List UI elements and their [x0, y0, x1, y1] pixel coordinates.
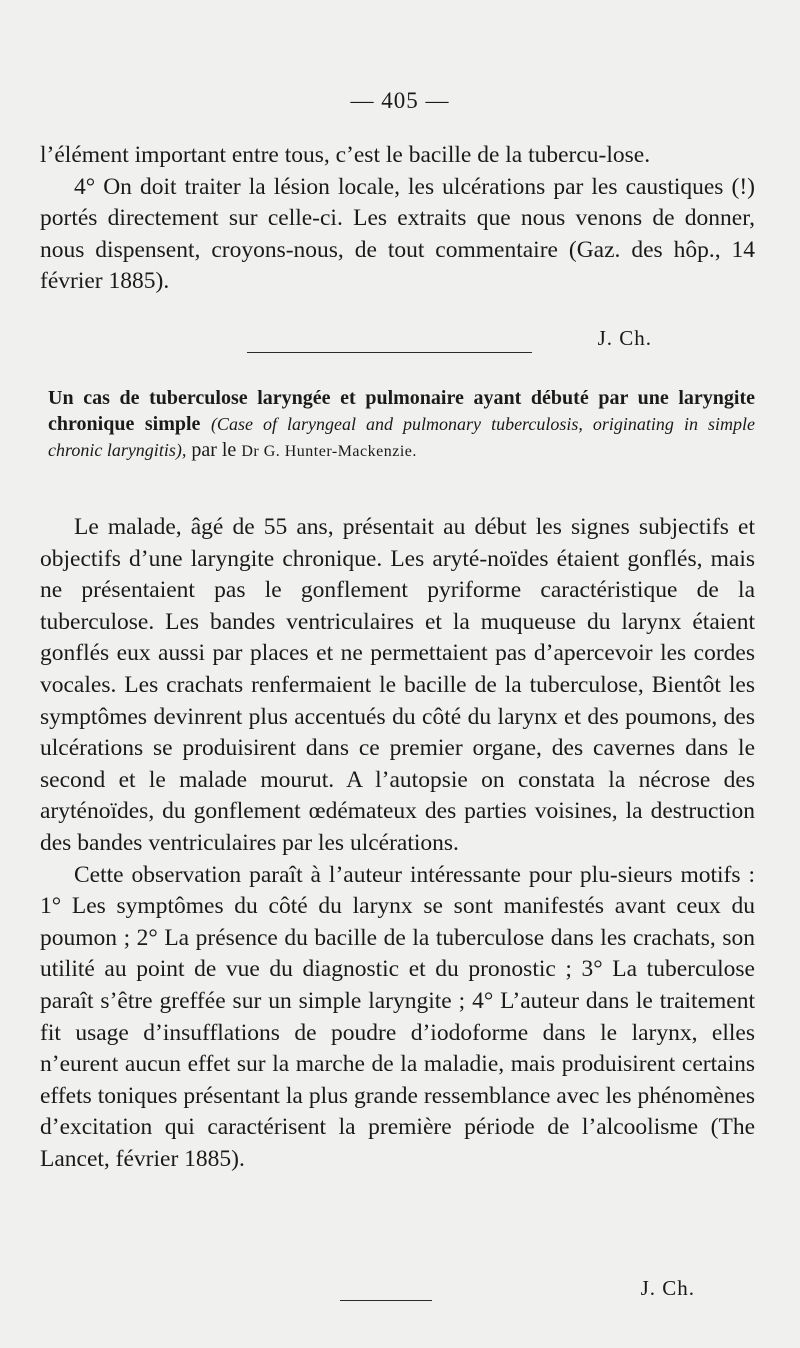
article-heading — [48, 385, 755, 465]
signature: J. Ch. — [640, 1276, 695, 1300]
article-english-title: (Case of laryngeal and pulmonary tuberculosis, originating in simple chronic laryngitis), — [48, 414, 755, 460]
continued-text-block — [40, 140, 755, 298]
section-divider — [247, 352, 532, 353]
paragraph: Cette observation paraît à l’auteur intéressante pour plu-sieurs motifs : 1° Les symptômes du côté du larynx se sont manifestés avant ceux du poumon ; 2° La présence du bacille de la tuberculose dans les crachats, son utilité au point de vue du diagnostic et du pronostic ; 3° La tuberculose paraît s’être greffée sur un simple laryngite ; 4° L’auteur dans le traitement fit usage d’insufflations de poudre d’iodoforme dans le larynx, elles n’eurent aucun effet sur la marche de la maladie, mais produisirent certains effets toniques présentant la plus grande ressemblance avec les phénomènes d’excitation qui caractérisent la première période de l’alcoolisme (The Lancet, février 1885). — [40, 861, 755, 1172]
article-title: Un cas de tuberculose laryngée et pulmonaire ayant débuté par une laryngite chronique simple — [48, 387, 755, 435]
paragraph: l’élément important entre tous, c’est le bacille de la tubercu-lose. — [40, 142, 651, 168]
signature: J. Ch. — [597, 326, 652, 350]
paragraph: 4° On doit traiter la lésion locale, les ulcérations par les caustiques (!) portés directement sur celle-ci. Les extraits que nous venons de donner, nous dispensent, croyons-nous, de tout commentaire (Gaz. des hôp., 14 février 1885). — [40, 173, 755, 295]
end-rule — [340, 1300, 432, 1301]
article-by: par le — [191, 439, 237, 461]
page-number: — 405 — — [350, 88, 450, 113]
article-body — [40, 512, 755, 1175]
article-author: Dr G. Hunter-Mackenzie. — [241, 443, 417, 460]
paragraph: Le malade, âgé de 55 ans, présentait au début les signes subjectifs et objectifs d’une laryngite chronique. Les aryté-noïdes étaient gonflés, mais ne présentaient pas le gonflement pyriforme caractéristique de la tuberculose. Les bandes ventriculaires et la muqueuse du larynx étaient gonflés eux aussi par places et ne permettaient pas d’apercevoir les cordes vocales. Les crachats renfermaient le bacille de la tuberculose, Bientôt les symptômes devinrent plus accentués du côté du larynx et des poumons, des ulcérations se produisirent dans ce premier organe, des cavernes dans le second et le malade mourut. A l’autopsie on constata la nécrose des aryténoïdes, du gonflement œdémateux des parties voisines, la destruction des bandes ventriculaires par les ulcérations. — [40, 514, 755, 856]
